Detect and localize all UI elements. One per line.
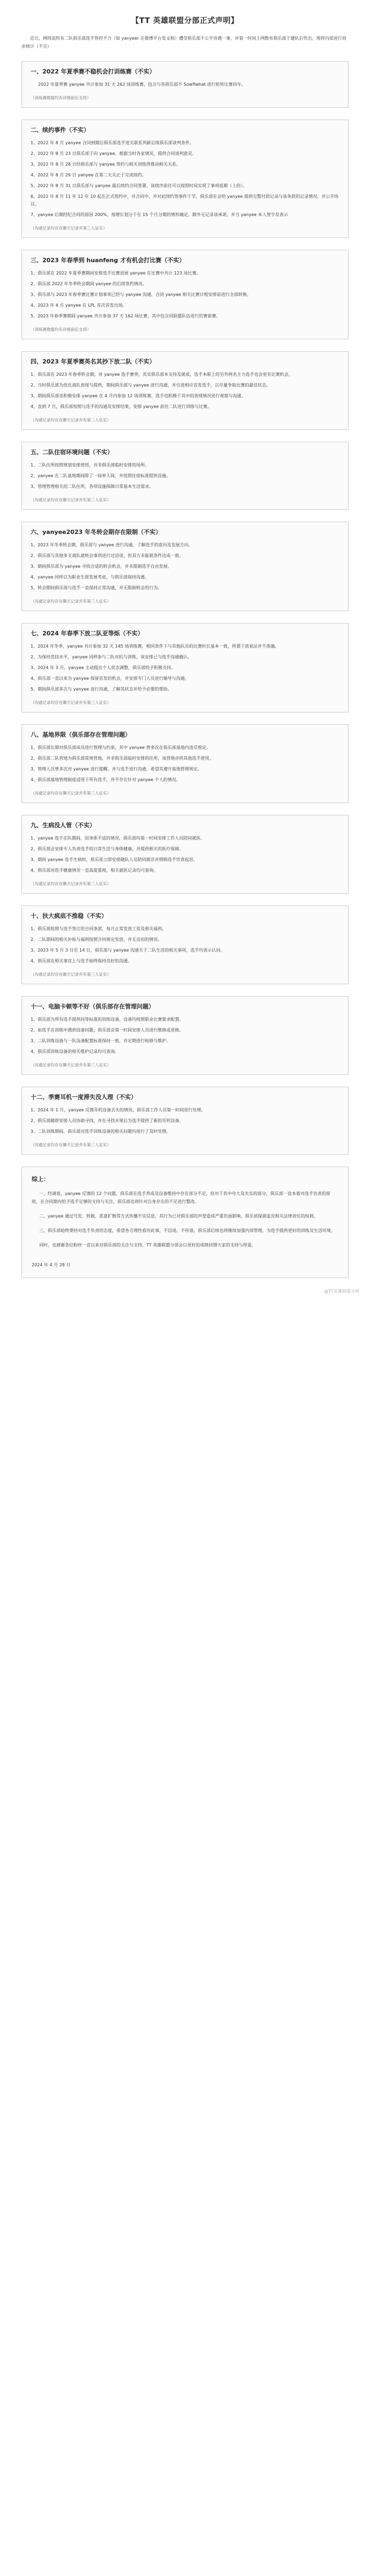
section-item: 2、俱乐部二队营地为俱乐部常规营地，并非俱乐部临时安排的住所，该营地亦供其他选手使用。	[31, 756, 214, 761]
section-note: （沟通记录均存在聊天记录并有第三人证实）	[31, 881, 111, 886]
section-note: （沟通记录均存在聊天记录并有第三人证实）	[31, 1063, 111, 1067]
section-item: 1、2022 年 8 月 yanyee 合同到期后俱乐部选手进关联系列新后续俱乐部谈判条件。	[31, 140, 194, 145]
section-item: 6、2022 年 8 月 11 年 12 年 10 起在正式签约中，并合同中，并对此续约签事件于节，俱乐部在会给 yanyee 提供完整付款记录与该条款的记录情况，并公开协议。	[31, 194, 339, 206]
section-item: 3、二队训练期间，俱乐部对选手训练设备的相关问题均进行了及时处理。	[31, 1129, 171, 1134]
section-item: 2、俱乐部随即安排人员协助寻找，并在寻找未果后为选手提供了新的耳机设备。	[31, 1118, 184, 1123]
section-note: （训练赛数据均有详细前后支持）	[31, 327, 91, 332]
section-box	[21, 61, 349, 108]
section-item: 4、俱乐部一直以来为 yanyee 保留首发的机会，并安排专门人员进行辅导与沟通。	[31, 676, 189, 681]
section-item: 2、为保持竞技水平，yanyee 同样参与二队对抗与训练，该安排已与选手沟通确认。	[31, 655, 192, 659]
section-box	[21, 996, 349, 1075]
section-box	[21, 905, 349, 984]
section-item: 2、二队期间的相关补贴与福利按照合同规定发放，并无克扣的情况。	[31, 937, 162, 942]
section-item: 2、如选手在训练中遇到设备问题，俱乐部会第一时间安排人员进行维修或更换。	[31, 1028, 184, 1033]
section-item: 3、2023 年 5 月 3 日至 14 日，俱乐部与 yanyee 沟通关于二队生活的相关事项，选手均表示认同。	[31, 948, 225, 953]
section-box	[21, 724, 349, 803]
section-note: （沟通记录均存在聊天记录并有第三人证实）	[31, 700, 111, 705]
section-box	[21, 623, 349, 712]
section-item: 3、俱乐部与 2023 年春季赛比赛计划事项已经与 yanyee 沟通，合同 yanyee 相关比赛日程安排前进行全部转换。	[31, 292, 251, 297]
section-item: 3、期间俱乐部为 yanyee 寻找合适的转会机会，并未限制选手自由发展。	[31, 564, 172, 569]
section-item: 4、俱乐部在相关事宜上与选手始终保持良好的沟通。	[31, 959, 132, 963]
section-item: 4、俱乐部基地管理制度适用于所有选手，并不存在针对 yanyee 个人的情况。	[31, 777, 181, 782]
section-item: 3、期间俱乐部也积极安排 yanyee 在 4 月内参加 12 场训练赛，选手也积极于其中的表现情况进行观察与沟通。	[31, 394, 246, 398]
section-item: 4、直到 7 月，俱乐部按照与选手的沟通及安排结果，安排 yanyee 前往二队进行训练与比赛。	[31, 404, 212, 409]
section-note: （训练赛数据均有详细前后支持）	[31, 95, 91, 100]
section-box	[21, 250, 349, 339]
section-box	[21, 522, 349, 611]
section-item: 3、二队训练设备与一队设备配置标准保持一致，并定期进行检修与维护。	[31, 1038, 171, 1043]
summary-paragraph: 三、俱乐部始终秉持对选手负责的态度，希望各方理性看待此事，不信谣、不传谣，俱乐部后续也将继续加强内部管理，为选手提供更好的训练及生活环境。	[39, 1228, 335, 1233]
section-item: 4、俱乐部训练设备的相关维护记录均可查询。	[31, 1049, 120, 1054]
section-title: 五、二队住宿环境问题（不实）	[31, 449, 113, 456]
section-item: 7、yanyee 后期经纪合同的原因 200%，按增长划分于在 15 个月分期的情形确定，额外无记录该承诺，并当 yanyee 本人签字及表示	[31, 212, 288, 217]
section-title: 三、2023 年春季到 huanfeng 才有机会打比赛（不实）	[31, 257, 185, 264]
section-item: 4、俱乐部对选手健康情况一直高度重视，相关就医记录均可查询。	[31, 868, 158, 873]
weibo-watermark: @TT英雄联盟分部	[324, 1289, 359, 1294]
section-item: 4、2023 年 4 月 yanyee 在 LPL 首次首发出场。	[31, 303, 127, 308]
section-box	[21, 1087, 349, 1155]
section-note: （沟通记录均存在聊天记录并有第三人证实）	[31, 972, 111, 977]
section-box	[21, 351, 349, 430]
section-title: 十一、电脑卡顿等不好（俱乐部存在管理问题）	[31, 1003, 154, 1010]
section-item: 2、yanyee 在二队基地期间除了一间单人间，并按照住宿标准提供设施。	[31, 473, 171, 478]
sections-list	[21, 61, 349, 1155]
section-item: 3、2024 年 3 月，yanyee 主动提出个人状态调整，俱乐部给予积极支持。	[31, 665, 175, 670]
section-title: 九、生病没人管（不实）	[31, 822, 95, 829]
section-note: （沟通记录均存在聊天记录并有第三人证实）	[31, 1142, 111, 1147]
section-item: 1、俱乐部按照与选手签订的合同条款，每月正常发放工资及相关福利。	[31, 926, 167, 931]
section-item: 2、2022 年 8 月 23 日俱乐部于向 yanyee、根据当时各家情况，提供合同谈判意见。	[31, 151, 197, 156]
section-item: 3、期间 yanyee 选手生病时，俱乐部立即安排随队人员陪同就诊并照顾选手饮食起居。	[31, 857, 198, 862]
section-item: 1、2023 年冬季转会期，俱乐部与 yanyee 进行沟通，了解选手的意向及发展方向。	[31, 543, 193, 547]
section-title: 十二、季赛耳机一度滞失没人理（不实）	[31, 1094, 137, 1101]
section-item: 3、管理人员曾多次对 yanyee 进行提醒，并与选手进行沟通，希望其遵守基地管理规定。	[31, 767, 202, 771]
section-title: 七、2024 年春季下放二队亚等烁（不实）	[31, 630, 144, 637]
summary-paragraph: 一、经调查，yanyee 反馈的 12 个问题，俱乐部在选手养成及设备维持中存在部分不足，但对于其中夸大及失实的部分，俱乐部一直本着对选手负责的原则，在合同期内给予选手足够的支持与关注，俱乐部也将针对自身存在的不足进行整改。	[32, 1191, 331, 1204]
section-item: 5、期间俱乐部多次与 yanyee 进行沟通，了解其状态并给予必要的帮助。	[31, 687, 172, 692]
section-title: 八、基地界限（俱乐部存在管理问题）	[31, 731, 131, 738]
section-note: （沟通记录均存在聊天记录并第三人证实）	[31, 226, 107, 231]
section-item: 2022 年夏季赛 yanyee 共计参加 31 天 262 场训练赛，包含与各俱乐部不 Sowflwhat 进行轮转比赛回车。	[38, 82, 246, 87]
section-item: 3、2022 年 8 月 28 日经俱乐部与 yanyee 签约与相关训练营推动相关关系。	[31, 162, 181, 167]
section-item: 1、2024 年 1 月，yanyee 反馈耳机设备丢失的情况，俱乐部工作人员第一时间进行处理。	[31, 1108, 205, 1112]
section-title: 二、续约事件（不实）	[31, 127, 90, 133]
section-box	[21, 442, 349, 510]
section-item: 1、二队住所按照规划安排使用，并非俱乐部临时安排的场所。	[31, 463, 150, 467]
section-item: 3、管理管理相关的二队住所，各项设施保障日常基本生活需求。	[31, 484, 154, 489]
section-note: （沟通记录均存在聊天记录并有第三人证实）	[31, 791, 111, 796]
section-item: 4、yanyee 同样以为职业生涯发展考虑，与俱乐部保持沟通。	[31, 575, 149, 580]
section-title: 一、2022 年夏季赛不稳机会打训练赛（不实）	[31, 68, 156, 75]
section-item: 2、俱乐部会安排专人负责选手的日常生活与身体健康，并提供相关的医疗保障。	[31, 847, 184, 851]
summary-box	[21, 1167, 349, 1278]
summary-heading: 综上：	[32, 1176, 49, 1183]
section-item: 2、当时俱乐部为优化战队表现与提供，期间俱乐部与 yanyee 进行沟通，并引进相应首发选手，以尽量争取比赛的最佳状态。	[31, 383, 271, 388]
section-item: 2、俱乐部 2022 年冬季转会期间 yanyee 的后续签约情况。	[31, 281, 147, 286]
section-item: 5、2022 年 8 月 31 日俱乐部与 yanyee 最后续约合同签署，该续序前往可以按照时间实现了事项延期（上的）。	[31, 183, 247, 188]
section-note: （沟通记录均存在聊天记录并有第三人证实）	[31, 418, 111, 422]
section-box	[21, 815, 349, 894]
section-title: 四、2023 年夏季赛英名其抄下放二队（不实）	[31, 358, 156, 365]
section-title: 六、yanyee2023 年冬转会期存在限制（不实）	[31, 529, 161, 536]
section-item: 4、2022 年 8 月 29 日 yanyee 在第二天关正于完成续约。	[31, 173, 146, 177]
document-title: 【TT 英雄联盟分部正式声明】	[131, 17, 239, 25]
summary-paragraph: 二、yanyee 通过号发、转载、恶意扩散等方式传播不实信息，其行为已对俱乐部的声誉造成严重负面影响，俱乐部保留追究相关法律责任的权利。	[39, 1214, 318, 1219]
section-box	[21, 120, 349, 238]
statement-date: 2024 年 4 月 28 日	[32, 1263, 71, 1267]
section-item: 1、俱乐部为所有选手提供同等标准的训练设备，设备均按照职业比赛要求配置。	[31, 1017, 184, 1022]
section-item: 1、2024 年冬季，yanyee 共计参加 32 天 145 场训练赛，相同条件下与其他队员的比赛时长基本一致，所谓下放说法并不准确。	[31, 644, 279, 649]
section-note: （沟通记录均存在聊天记录并有第三人证实）	[31, 599, 111, 604]
intro-paragraph: 近日，网络流传有二队俱乐部选手管控不力（如 yanyeer 在微博平台发文称）遭受俱乐部不公平待遇一事，并第一时间上网散布俱乐部于建队后作出，现将内部进行初步统计（不完）	[21, 36, 346, 49]
summary-paragraph: 同时，也感谢各位粉丝一直以来对俱乐部的关注与支持，TT 英雄联盟分部会以更好的成绩回馈大家的支持与厚爱。	[39, 1243, 256, 1248]
section-item: 1、俱乐部长期对俱乐部成员进行管理与约束，其中 yanyee 曾多次在俱乐部基地内违反规定。	[31, 745, 211, 750]
section-item: 1、俱乐部在 2023 年春季转会期，对 yanyee 选手赛季，其实俱乐部本支持及就成，选手本职上的另外两名主力选手也会更有比赛机会。	[31, 372, 293, 377]
section-item: 1、俱乐部在 2022 年夏季赛期间安排选手比赛进展 yanyee 在比赛中共计 123 场比赛。	[31, 271, 201, 276]
section-item: 2、俱乐部与其他多支战队就转会事项进行过洽谈，但双方未能就条件达成一致。	[31, 553, 184, 558]
section-item: 5、2023 年春季赛期间 yanyee 共计参加 37 天 162 场比赛，其中包含同联盟队伍进行的赛前赛。	[31, 314, 220, 318]
summary-paragraphs	[32, 1190, 338, 1249]
section-title: 十、扶大疯底不推稳（不实）	[31, 912, 107, 919]
section-note: （沟通记录均存在聊天记录并有第三人证实）	[31, 498, 111, 502]
section-item: 5、转会期间俱乐部与选手一直保持正常沟通，并无限制转会的行为。	[31, 585, 162, 590]
section-item: 1、yanyee 选手在队期间，因身体不适的情况，俱乐部均第一时间安排工作人员陪同就医。	[31, 836, 205, 841]
